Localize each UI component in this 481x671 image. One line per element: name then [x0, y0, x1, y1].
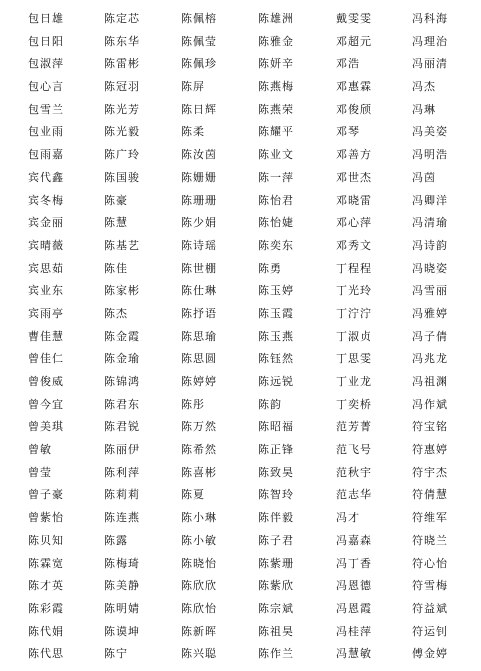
name-cell: 宾金丽 — [28, 216, 64, 230]
name-cell: 陈佩莹 — [181, 34, 217, 48]
name-cell: 陈金霞 — [104, 329, 140, 343]
name-cell: 陈正锋 — [258, 443, 294, 457]
name-cell: 戴雯雯 — [336, 12, 372, 25]
name-cell: 陈梅琦 — [104, 556, 140, 570]
name-cell: 符宇杰 — [412, 465, 448, 479]
name-cell: 陈紫欣 — [258, 579, 294, 593]
name-cell: 陈希然 — [181, 443, 217, 457]
name-cell: 陈佩榕 — [181, 12, 217, 25]
name-cell: 陈抒语 — [181, 306, 217, 320]
name-cell: 曾莹 — [28, 465, 52, 479]
name-cell: 陈珊珊 — [181, 193, 217, 207]
name-cell: 包业雨 — [28, 125, 64, 139]
name-cell: 陈钰然 — [258, 352, 294, 366]
name-column — [412, 8, 472, 666]
name-cell: 陈明婧 — [104, 601, 140, 615]
name-cell: 陈祖昊 — [258, 624, 294, 638]
name-cell: 陈霖宽 — [28, 556, 64, 570]
name-cell: 丁淑贞 — [336, 329, 372, 343]
name-cell: 范志华 — [336, 488, 372, 502]
name-cell: 陈广玲 — [104, 148, 140, 162]
name-cell: 陈谟坤 — [104, 624, 140, 638]
name-cell: 陈雄洲 — [258, 12, 294, 25]
name-cell: 冯诗韵 — [412, 238, 448, 252]
name-cell: 邓晓雷 — [336, 193, 372, 207]
name-cell: 陈锦鸿 — [104, 375, 140, 388]
name-cell: 陈兴聪 — [181, 647, 217, 661]
name-cell: 陈奕东 — [258, 238, 294, 252]
name-cell: 范秋宇 — [336, 465, 372, 479]
name-cell: 曾佳仁 — [28, 352, 64, 366]
name-cell: 冯恩德 — [336, 579, 372, 593]
name-cell: 丁业龙 — [336, 375, 372, 388]
name-cell: 包日雄 — [28, 12, 64, 25]
name-cell: 陈家彬 — [104, 284, 140, 298]
name-cell: 冯明浩 — [412, 148, 448, 162]
name-cell: 陈屏 — [181, 80, 205, 94]
name-cell: 冯晓姿 — [412, 261, 448, 275]
name-cell: 冯兆龙 — [412, 352, 448, 366]
name-cell: 陈仕琳 — [181, 284, 217, 298]
name-cell: 冯茵 — [412, 170, 436, 184]
name-cell: 陈代娟 — [28, 624, 64, 638]
name-cell: 陈君东 — [104, 397, 140, 411]
name-cell: 符心怡 — [412, 556, 448, 570]
name-cell: 陈婷婷 — [181, 375, 217, 388]
name-cell: 陈代思 — [28, 647, 64, 661]
name-cell: 宾晴薇 — [28, 238, 64, 252]
name-cell: 陈欣怡 — [181, 601, 217, 615]
name-cell: 冯丁香 — [336, 556, 372, 570]
name-cell: 丁奕桥 — [336, 397, 372, 411]
name-cell: 陈新晖 — [181, 624, 217, 638]
name-cell: 陈东华 — [104, 34, 140, 48]
name-cell: 陈紫珊 — [258, 556, 294, 570]
name-cell: 陈豪 — [104, 193, 128, 207]
name-column — [104, 8, 181, 666]
name-cell: 冯桂萍 — [336, 624, 372, 638]
name-cell: 包雪兰 — [28, 102, 64, 116]
name-cell: 包日阳 — [28, 34, 64, 48]
name-cell: 陈汝茵 — [181, 148, 217, 162]
name-cell: 包淑萍 — [28, 57, 64, 71]
name-cell: 冯祖渊 — [412, 375, 448, 388]
name-cell: 陈怡君 — [258, 193, 294, 207]
name-cell: 冯卿洋 — [412, 193, 448, 207]
name-cell: 陈少娟 — [181, 216, 217, 230]
name-cell: 陈子君 — [258, 533, 294, 547]
name-cell: 丁泞泞 — [336, 306, 372, 320]
name-cell: 丁思雯 — [336, 352, 372, 366]
name-cell: 符宝铭 — [412, 420, 448, 434]
name-cell: 丁程程 — [336, 261, 372, 275]
name-cell: 陈才英 — [28, 579, 64, 593]
name-cell: 邓心萍 — [336, 216, 372, 230]
name-cell: 陈露 — [104, 533, 128, 547]
name-cell: 陈宗斌 — [258, 601, 294, 615]
name-cell: 曾美琪 — [28, 420, 64, 434]
name-cell: 宾雨亭 — [28, 306, 64, 320]
name-cell: 陈万然 — [181, 420, 217, 434]
name-cell: 陈玉婷 — [258, 284, 294, 298]
name-cell: 冯清瑜 — [412, 216, 448, 230]
name-cell: 傅金婷 — [412, 647, 448, 661]
name-cell: 范飞号 — [336, 443, 372, 457]
name-cell: 邓俊颀 — [336, 102, 372, 116]
name-cell: 陈连燕 — [104, 511, 140, 525]
name-cell: 曾紫怡 — [28, 511, 64, 525]
name-cell: 曾敏 — [28, 443, 52, 457]
name-cell: 符惠婷 — [412, 443, 448, 457]
name-cell: 符运钊 — [412, 624, 448, 638]
name-cell: 冯嘉森 — [336, 533, 372, 547]
name-cell: 符晓兰 — [412, 533, 448, 547]
name-cell: 陈妍辛 — [258, 57, 294, 71]
name-cell: 陈国骏 — [104, 170, 140, 184]
name-cell: 陈金瑜 — [104, 352, 140, 366]
name-cell: 陈定芯 — [104, 12, 140, 25]
name-cell: 陈彤 — [181, 397, 205, 411]
name-cell: 陈彩霞 — [28, 601, 64, 615]
name-cell: 宾业东 — [28, 284, 64, 298]
name-cell: 冯理治 — [412, 34, 448, 48]
name-column — [181, 8, 258, 666]
name-cell: 陈慧 — [104, 216, 128, 230]
name-cell: 宾思茹 — [28, 261, 64, 275]
name-cell: 陈燕梅 — [258, 80, 294, 94]
name-cell: 包心言 — [28, 80, 64, 94]
name-cell: 陈美静 — [104, 579, 140, 593]
name-cell: 冯杰 — [412, 80, 436, 94]
name-cell: 陈诗瑶 — [181, 238, 217, 252]
name-cell: 曹佳慧 — [28, 329, 64, 343]
name-cell: 陈晓怡 — [181, 556, 217, 570]
name-cell: 邓惠霖 — [336, 80, 372, 94]
name-cell: 符雪梅 — [412, 579, 448, 593]
name-cell: 陈日辉 — [181, 102, 217, 116]
name-cell: 陈喜彬 — [181, 465, 217, 479]
name-cell: 邓浩 — [336, 57, 360, 71]
name-cell: 陈冠羽 — [104, 80, 140, 94]
name-cell: 陈君锐 — [104, 420, 140, 434]
name-cell: 冯恩霞 — [336, 601, 372, 615]
name-cell: 陈光毅 — [104, 125, 140, 139]
name-cell: 陈柔 — [181, 125, 205, 139]
name-cell: 宾代鑫 — [28, 170, 64, 184]
name-cell: 陈思圆 — [181, 352, 217, 366]
name-cell: 陈小敏 — [181, 533, 217, 547]
name-column — [336, 8, 412, 666]
name-cell: 陈智玲 — [258, 488, 294, 502]
name-cell: 陈伴毅 — [258, 511, 294, 525]
name-cell: 陈莉莉 — [104, 488, 140, 502]
name-cell: 陈宁 — [104, 647, 128, 661]
name-cell: 陈基艺 — [104, 238, 140, 252]
name-cell: 陈耀平 — [258, 125, 294, 139]
name-cell: 冯琳 — [412, 102, 436, 116]
name-cell: 陈贝知 — [28, 533, 64, 547]
name-cell: 陈雅金 — [258, 34, 294, 48]
name-cell: 陈世棚 — [181, 261, 217, 275]
name-cell: 冯雪丽 — [412, 284, 448, 298]
name-cell: 陈远锐 — [258, 375, 294, 388]
name-cell: 符维军 — [412, 511, 448, 525]
name-cell: 曾今宜 — [28, 397, 64, 411]
name-cell: 冯作斌 — [412, 397, 448, 411]
name-cell: 冯美姿 — [412, 125, 448, 139]
name-cell: 陈雷彬 — [104, 57, 140, 71]
name-cell: 邓世杰 — [336, 170, 372, 184]
name-cell: 符倩慧 — [412, 488, 448, 502]
name-cell: 符益斌 — [412, 601, 448, 615]
name-cell: 陈丽伊 — [104, 443, 140, 457]
name-cell: 陈昭福 — [258, 420, 294, 434]
name-cell: 陈佩珍 — [181, 57, 217, 71]
name-cell: 陈业文 — [258, 148, 294, 162]
name-cell: 曾俊威 — [28, 375, 64, 388]
name-cell: 陈夏 — [181, 488, 205, 502]
name-cell: 包雨嘉 — [28, 148, 64, 162]
name-cell: 冯慧敏 — [336, 647, 372, 661]
name-cell: 冯科海 — [412, 12, 448, 25]
name-cell: 邓善方 — [336, 148, 372, 162]
name-cell: 冯雅婷 — [412, 306, 448, 320]
name-cell: 陈怡婕 — [258, 216, 294, 230]
name-cell: 冯丽清 — [412, 57, 448, 71]
name-cell: 曾子豪 — [28, 488, 64, 502]
name-cell: 陈玉霞 — [258, 306, 294, 320]
name-cell: 冯才 — [336, 511, 360, 525]
name-cell: 邓超元 — [336, 34, 372, 48]
name-cell: 陈欣欣 — [181, 579, 217, 593]
name-column — [258, 8, 336, 666]
name-cell: 陈韵 — [258, 397, 282, 411]
name-cell: 冯子倩 — [412, 329, 448, 343]
name-cell: 陈利萍 — [104, 465, 140, 479]
name-cell: 丁光玲 — [336, 284, 372, 298]
name-column — [28, 8, 104, 666]
name-cell: 陈作兰 — [258, 647, 294, 661]
name-cell: 陈致昊 — [258, 465, 294, 479]
name-cell: 邓琴 — [336, 125, 360, 139]
name-cell: 陈小琳 — [181, 511, 217, 525]
name-cell: 宾冬梅 — [28, 193, 64, 207]
name-cell: 陈姗姗 — [181, 170, 217, 184]
name-cell: 陈一萍 — [258, 170, 294, 184]
name-cell: 陈燕荣 — [258, 102, 294, 116]
name-cell: 陈光芳 — [104, 102, 140, 116]
name-cell: 范芳菁 — [336, 420, 372, 434]
name-cell: 陈佳 — [104, 261, 128, 275]
name-cell: 陈勇 — [258, 261, 282, 275]
name-cell: 陈玉燕 — [258, 329, 294, 343]
name-cell: 邓秀文 — [336, 238, 372, 252]
name-cell: 陈杰 — [104, 306, 128, 320]
name-grid — [0, 8, 481, 666]
name-cell: 陈思瑜 — [181, 329, 217, 343]
